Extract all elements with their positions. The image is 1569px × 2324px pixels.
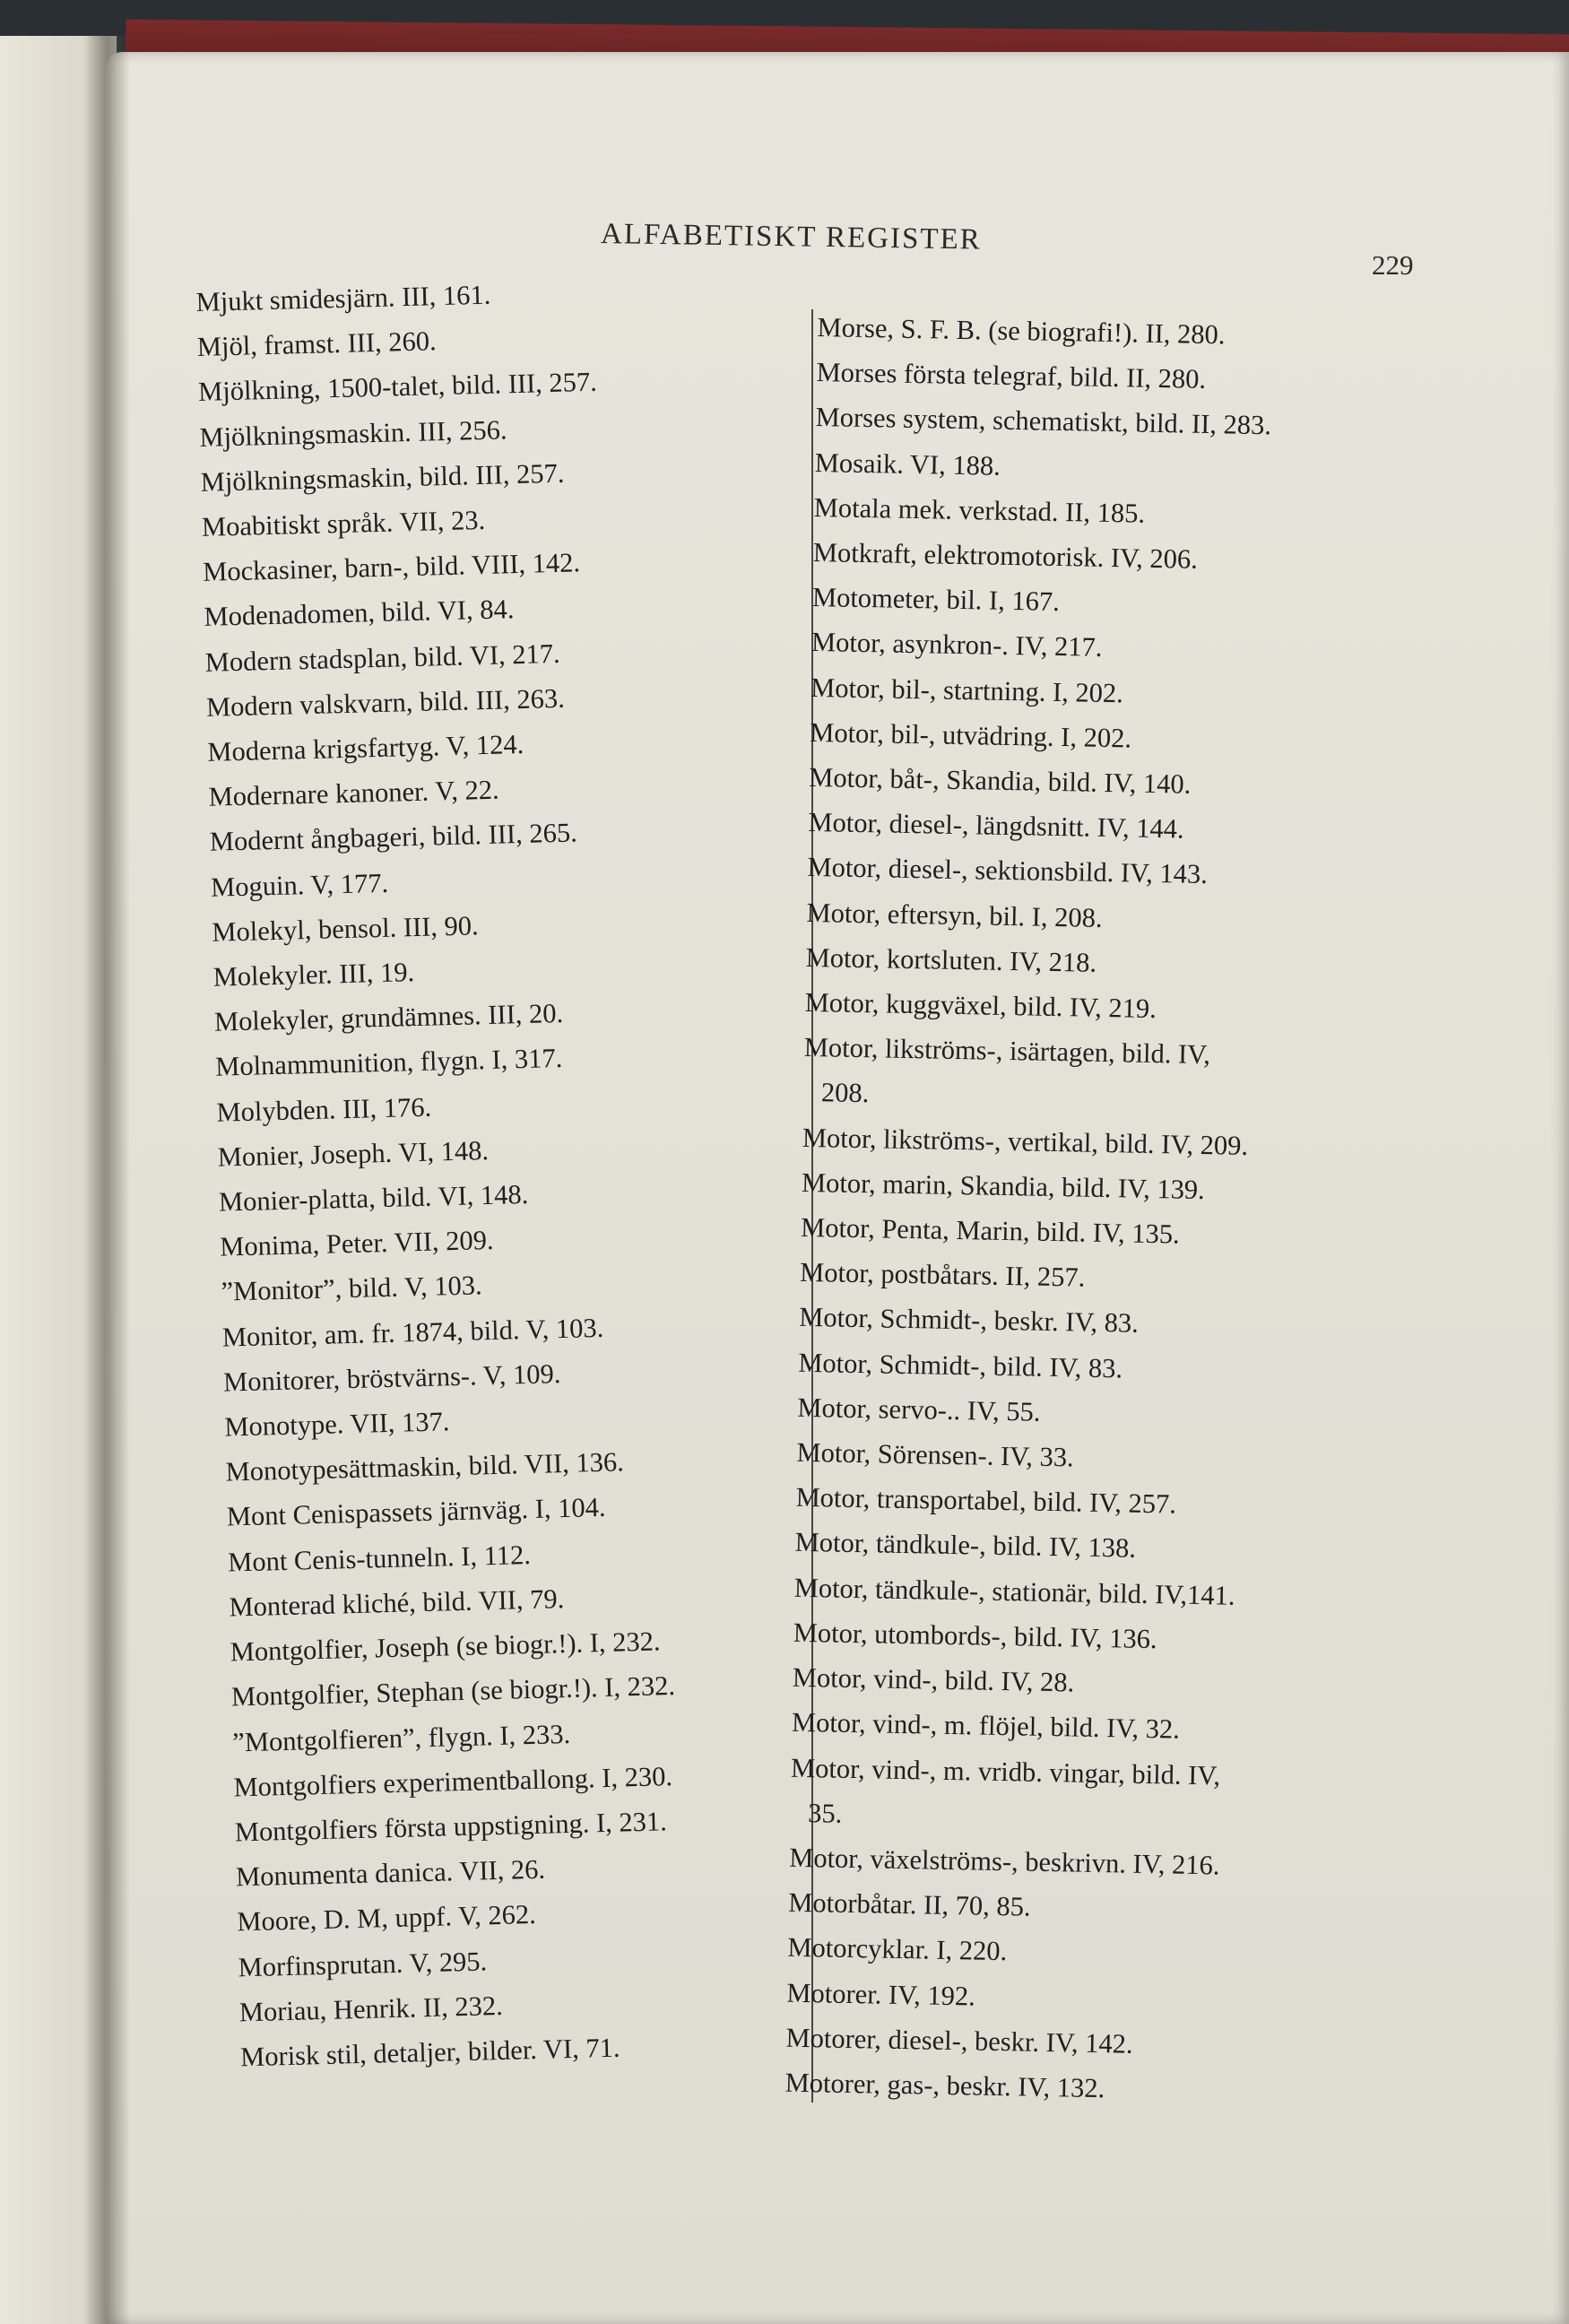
- index-entry: Moore, D. M, uppf. V, 262.: [236, 1899, 537, 1938]
- right-index-column: [784, 305, 1273, 2113]
- left-index-column: [195, 268, 685, 2079]
- page-header-title: ALFABETISKT REGISTER: [600, 217, 982, 256]
- index-entry: Motor, likströms-, vertikal, bild. IV, 209.: [802, 1122, 1249, 1161]
- index-entry: Mockasiner, barn-, bild. VIII, 142.: [202, 547, 581, 588]
- index-entry: Monitorer, bröstvärns-. V, 109.: [222, 1357, 561, 1398]
- index-entry: Motor, båt-, Skandia, bild. IV, 140.: [809, 761, 1192, 800]
- index-entry: Morisk stil, detaljer, bilder. VI, 71.: [239, 2032, 620, 2073]
- index-entry: Mjöl, framst. III, 260.: [196, 325, 438, 363]
- index-entry: Motor, tändkule-, stationär, bild. IV,141.: [793, 1572, 1235, 1611]
- index-entry: Molekyl, bensol. III, 90.: [211, 910, 480, 948]
- index-entry: Motor, likströms-, isärtagen, bild. IV,: [803, 1032, 1211, 1071]
- index-entry: 35.: [807, 1797, 843, 1829]
- index-entry: Motor, Penta, Marin, bild. IV, 135.: [800, 1211, 1181, 1250]
- index-entry: Motor, kuggväxel, bild. IV, 219.: [804, 986, 1157, 1025]
- index-entry: Monotype. VII, 137.: [223, 1406, 450, 1443]
- index-entry: Motor, Sörensen-. IV, 33.: [796, 1436, 1074, 1473]
- index-entry: Mjukt smidesjärn. III, 161.: [195, 279, 491, 317]
- index-entry: 208.: [820, 1077, 870, 1109]
- index-entry: Monotypesättmaskin, bild. VII, 136.: [225, 1446, 625, 1487]
- index-entry: ”Monitor”, bild. V, 103.: [221, 1270, 483, 1308]
- index-entry: Moguin. V, 177.: [210, 867, 389, 903]
- index-entry: Motometer, bil. I, 167.: [811, 582, 1061, 618]
- index-entry: Modernt ångbageri, bild. III, 265.: [209, 817, 578, 858]
- book-gutter: [85, 36, 130, 2324]
- index-entry: Mjölkningsmaskin. III, 256.: [199, 413, 507, 453]
- index-entry: Motor, vind-, m. vridb. vingar, bild. IV,: [790, 1752, 1221, 1791]
- index-entry: Motor, bil-, utvädring. I, 202.: [809, 716, 1132, 754]
- index-entry: Motorbåtar. II, 70, 85.: [788, 1886, 1031, 1922]
- index-entry: Motor, diesel-, sektionsbild. IV, 143.: [807, 852, 1209, 890]
- index-entry: Morses första telegraf, bild. II, 280.: [816, 357, 1207, 395]
- index-entry: Moabitiskt språk. VII, 23.: [201, 504, 486, 542]
- index-entry: Moderna krigsfartyg. V, 124.: [206, 728, 524, 767]
- index-entry: Molekyler. III, 19.: [212, 957, 415, 993]
- index-entry: Mjölkningsmaskin, bild. III, 257.: [200, 457, 565, 498]
- index-entry: Motala mek. verkstad. II, 185.: [813, 491, 1146, 529]
- index-entry: Montgolfiers experimentballong. I, 230.: [233, 1760, 673, 1803]
- index-entry: Modenadomen, bild. VI, 84.: [204, 594, 515, 633]
- index-entry: Mont Cenispassets järnväg. I, 104.: [226, 1492, 606, 1533]
- index-entry: Motor, Schmidt-, bild. IV, 83.: [798, 1347, 1123, 1384]
- index-entry: Morfinsprutan. V, 295.: [238, 1945, 488, 1982]
- index-entry: Motor, eftersyn, bil. I, 208.: [806, 897, 1103, 933]
- index-entry: Modernare kanoner. V, 22.: [208, 774, 500, 813]
- index-entry: Mosaik. VI, 188.: [814, 447, 1001, 481]
- index-entry: Mjölkning, 1500-talet, bild. III, 257.: [197, 367, 598, 408]
- index-entry: Moriau, Henrik. II, 232.: [238, 1990, 504, 2028]
- page-number: 229: [1372, 249, 1414, 281]
- index-entry: Monitor, am. fr. 1874, bild. V, 103.: [221, 1312, 604, 1353]
- index-entry: Motor, växelströms-, beskrivn. IV, 216.: [788, 1842, 1220, 1881]
- index-entry: Morse, S. F. B. (se biografi!). II, 280.: [817, 311, 1226, 351]
- index-entry: Motor, asynkron-. IV, 217.: [811, 627, 1103, 663]
- index-entry: Monier, Joseph. VI, 148.: [217, 1134, 490, 1173]
- index-entry: Motorer. IV, 192.: [786, 1977, 976, 2012]
- index-entry: Motor, vind-, bild. IV, 28.: [792, 1661, 1075, 1698]
- index-entry: Motor, servo-.. IV, 55.: [797, 1392, 1041, 1427]
- index-entry: Motkraft, elektromotorisk. IV, 206.: [812, 536, 1199, 575]
- index-entry: Molnammunition, flygn. I, 317.: [214, 1043, 563, 1083]
- index-entry: Motor, diesel-, längdsnitt. IV, 144.: [808, 807, 1184, 845]
- index-entry: Monier-platta, bild. VI, 148.: [218, 1179, 529, 1218]
- index-entry: Motorer, gas-, beskr. IV, 132.: [784, 2067, 1105, 2104]
- index-entry: Mont Cenis-tunneln. I, 112.: [227, 1539, 532, 1578]
- index-entry: Montgolfiers första uppstigning. I, 231.: [234, 1806, 668, 1848]
- index-entry: Motor, vind-, m. flöjel, bild. IV, 32.: [791, 1707, 1181, 1745]
- index-entry: ”Montgolfieren”, flygn. I, 233.: [231, 1718, 571, 1757]
- index-entry: Montgolfier, Joseph (se biogr.!). I, 232.: [230, 1626, 661, 1668]
- index-entry: Monumenta danica. VII, 26.: [235, 1853, 546, 1893]
- index-entry: Motor, kortsluten. IV, 218.: [805, 941, 1097, 978]
- index-entry: Motor, postbåtars. II, 257.: [799, 1257, 1086, 1293]
- index-entry: Monterad kliché, bild. VII, 79.: [229, 1583, 565, 1623]
- index-entry: Motor, marin, Skandia, bild. IV, 139.: [801, 1166, 1206, 1205]
- index-entry: Modern valskvarn, bild. III, 263.: [205, 682, 566, 723]
- index-entry: Modern stadsplan, bild. VI, 217.: [204, 637, 561, 678]
- index-entry: Motor, Schmidt-, beskr. IV, 83.: [798, 1302, 1140, 1340]
- index-entry: Molekyler, grundämnes. III, 20.: [213, 998, 564, 1037]
- index-entry: Monima, Peter. VII, 209.: [219, 1225, 494, 1262]
- index-entry: Motorer, diesel-, beskr. IV, 142.: [785, 2022, 1133, 2060]
- index-entry: Montgolfier, Stephan (se biogr.!). I, 232.: [230, 1670, 676, 1713]
- index-entry: Motor, bil-, startning. I, 202.: [810, 672, 1124, 708]
- index-entry: Motor, transportabel, bild. IV, 257.: [795, 1482, 1177, 1520]
- index-entry: Motor, utombords-, bild. IV, 136.: [793, 1617, 1157, 1655]
- index-entry: Morses system, schematiskt, bild. II, 283.: [815, 402, 1272, 441]
- index-entry: Molybden. III, 176.: [216, 1091, 432, 1128]
- index-entry: Motor, tändkule-, bild. IV, 138.: [794, 1527, 1137, 1565]
- index-entry: Motorcyklar. I, 220.: [787, 1932, 1008, 1967]
